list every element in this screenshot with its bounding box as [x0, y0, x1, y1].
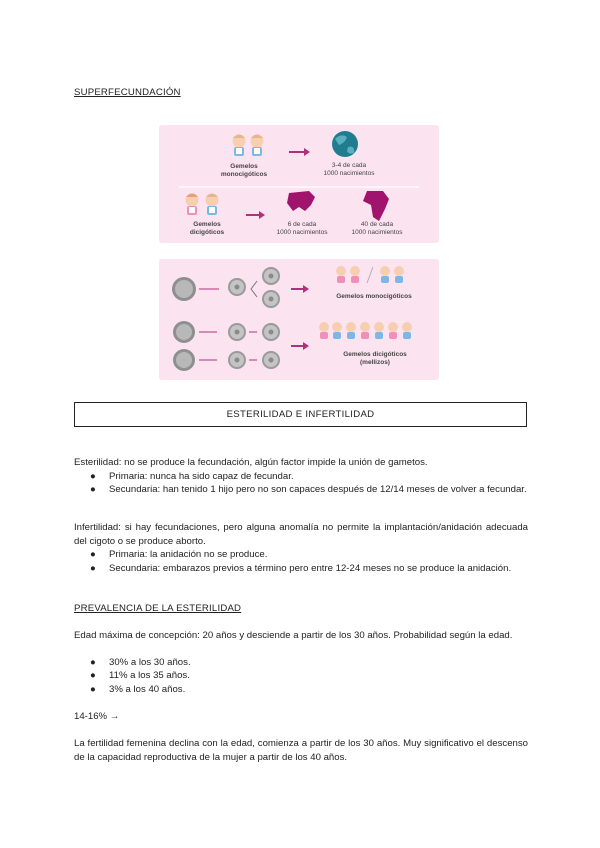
embryo-icon [262, 323, 280, 341]
prevalencia-intro: Edad máxima de concepción: 20 años y desciende a partir de los 30 años. Probabilidad según la edad. [74, 630, 513, 641]
twins-formation-figure [159, 259, 439, 380]
zygote-icon [228, 351, 246, 369]
zygote-icon [228, 323, 246, 341]
arrow-icon [291, 342, 309, 350]
mono-twins-label-2: Gemelos monocigóticos [336, 293, 412, 300]
embryo-icon [262, 351, 280, 369]
baby-icon [251, 135, 264, 157]
mono-stat: 3-4 de cada 1000 nacimientos [323, 162, 375, 177]
baby-icon [346, 322, 356, 339]
egg-cell-icon [173, 349, 195, 371]
africa-stat: 40 de cada 1000 nacimientos [351, 221, 403, 236]
arrow-icon [289, 148, 310, 156]
baby-icon [402, 322, 412, 339]
baby-icon [336, 266, 346, 283]
mono-twins-label: Gemelos monocigóticos [220, 163, 268, 178]
twins-frequency-figure [159, 125, 439, 243]
baby-icon [380, 266, 390, 283]
esterilidad-intro: Esterilidad: no se produce la fecundación, algún factor impide la unión de gametos. [74, 457, 428, 468]
baby-icon [206, 194, 219, 216]
baby-icon [360, 322, 370, 339]
baby-icon [186, 194, 199, 216]
africa-map-icon [363, 191, 389, 221]
arrow-icon [246, 211, 265, 219]
closing-paragraph: La fertilidad femenina declina con la edad, comienza a partir de los 30 años. Muy significativo el descenso de la capacidad reproductiva de la mujer a partir de los 40 años. [74, 738, 528, 763]
baby-icon [319, 322, 329, 339]
range-text: 14-16% → [74, 711, 120, 722]
asia-map-icon [287, 191, 315, 211]
section-title-prevalencia: PREVALENCIA DE LA ESTERILIDAD [74, 603, 242, 614]
di-twins-label: Gemelos dicigóticos [189, 221, 225, 236]
infertilidad-intro: Infertilidad: si hay fecundaciones, pero alguna anomalía no permite la implantación/anidación adecuada del cigoto o se produce aborto. [74, 522, 528, 547]
embryo-icon [262, 267, 280, 285]
zygote-icon [228, 278, 246, 296]
egg-cell-icon [172, 277, 196, 301]
baby-icon [350, 266, 360, 283]
asia-stat: 6 de cada 1000 nacimientos [276, 221, 328, 236]
embryo-icon [262, 290, 280, 308]
di-twins-label-2: Gemelos dicigóticos (mellizos) [343, 351, 407, 366]
baby-icon [388, 322, 398, 339]
egg-cell-icon [173, 321, 195, 343]
baby-icon [374, 322, 384, 339]
section-title-superfecundacion: SUPERFECUNDACIÓN [74, 87, 181, 98]
baby-icon [233, 135, 246, 157]
baby-icon [332, 322, 342, 339]
arrow-icon [291, 285, 309, 293]
baby-icon [394, 266, 404, 283]
section-box-esterilidad: ESTERILIDAD E INFERTILIDAD [74, 402, 527, 427]
globe-icon [332, 131, 358, 157]
